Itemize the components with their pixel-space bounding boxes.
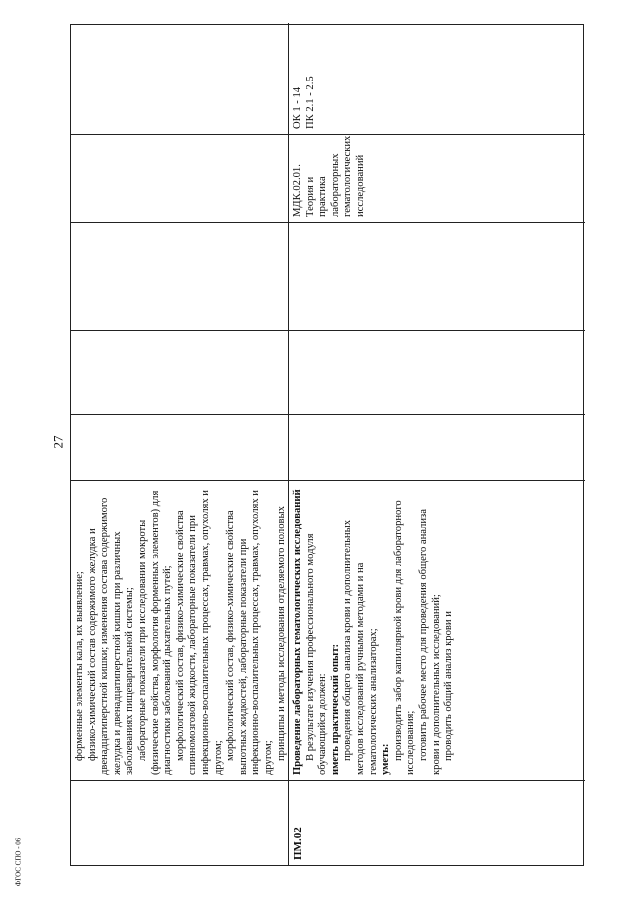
document-footer: ФГОС СПО - 06 <box>14 837 23 887</box>
practical-heading: иметь практический опыт: <box>329 643 341 775</box>
curriculum-table <box>70 24 584 866</box>
row2-hours-class <box>289 330 585 414</box>
row1-content-line: морфологический состав, физико-химические свойства спинномозговой жидкости, лабораторные показатели при инфекционно-воспалительных процессах, травмах, опухолях и другом; <box>174 490 224 775</box>
skill-item: производить забор капиллярной крови для лабораторного исследования; <box>392 500 417 775</box>
row2-hours-max <box>289 414 585 480</box>
row1-content-line: лабораторные показатели при исследовании мокроты (физические свойства, морфология форменных элементов) для диагностики заболеваний дыхательных путей; <box>136 490 174 775</box>
skill-item: готовить рабочее место для проведения общего анализа крови и дополнительных исследований; <box>417 509 442 775</box>
row2-empty-column <box>289 222 585 330</box>
curriculum-table-wrapper <box>70 24 584 866</box>
row2-course: МДК.02.01. Теория и практика лабораторных гематологических исследований <box>289 134 585 222</box>
row1-content-line: морфологический состав, физико-химические свойства выпотных жидкостей, лабораторные показатели при инфекционно-воспалительных процессах, травмах, опухолях и другом; <box>225 490 274 775</box>
row2-content <box>289 480 585 780</box>
competency-pk: ПК 2.1 - 2.5 <box>304 76 316 129</box>
row2-code: ПМ.02 <box>289 780 585 865</box>
module-title: Проведение лабораторных гематологических исследований <box>292 489 303 775</box>
practical-item: проведения общего анализа крови и дополнительных методов исследований ручными методами и на гематологических анализаторах; <box>342 520 379 775</box>
row1-code <box>71 780 289 865</box>
row1-hours-max <box>71 414 289 480</box>
skills-heading: уметь: <box>380 743 392 775</box>
row1-course <box>71 134 289 222</box>
row1-hours-class <box>71 330 289 414</box>
row1-content <box>71 480 289 780</box>
module-intro: В результате изучения профессионального модуля обучающийся должен: <box>304 533 329 775</box>
row1-content-line: форменные элементы кала, их выявление; <box>74 571 85 761</box>
row1-content-line: принципы и методы исследования отделяемого половых <box>275 506 287 761</box>
row2-competencies <box>289 23 585 134</box>
skill-item: проводить общий анализ крови и <box>443 611 455 761</box>
page-number: 27 <box>50 435 66 449</box>
competency-ok: ОК 1 - 14 <box>292 86 303 129</box>
row1-empty-column <box>71 222 289 330</box>
row1-content-line: физико-химический состав содержимого желудка и двенадцатиперстной кишки; изменения состава содержимого желудка и двенадцатиперстной кишки при различных заболеваниях пищеварительной системы; <box>86 497 136 775</box>
row1-competencies <box>71 23 289 134</box>
